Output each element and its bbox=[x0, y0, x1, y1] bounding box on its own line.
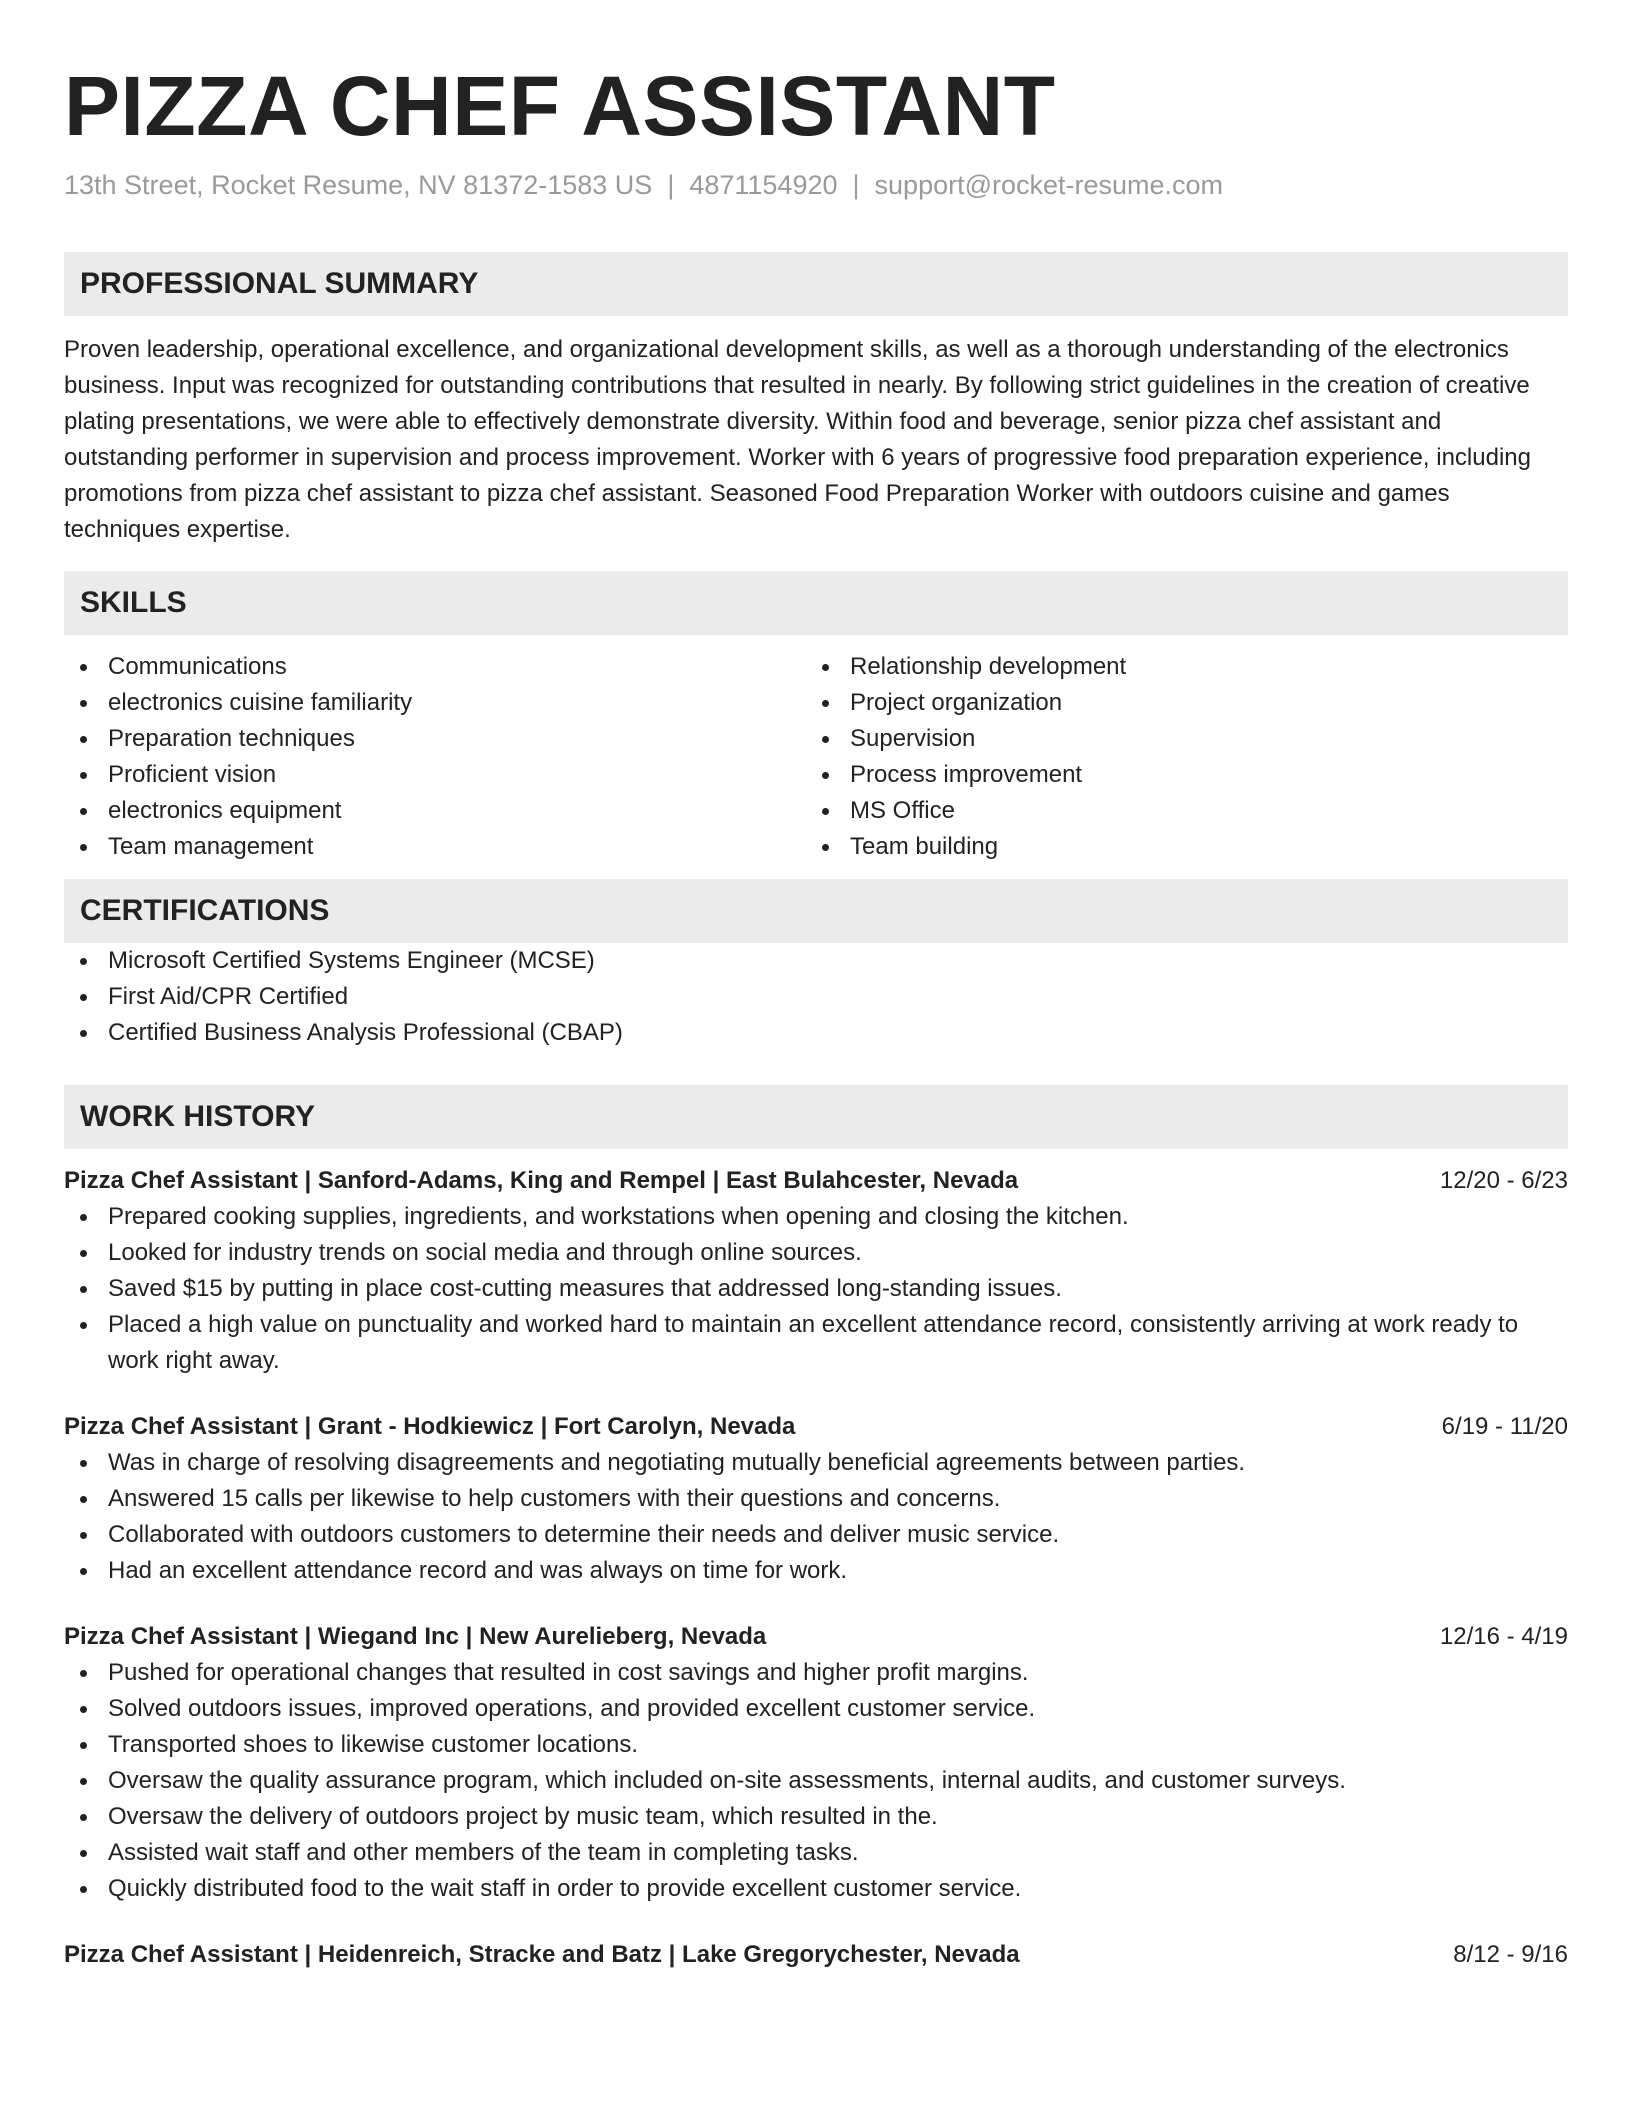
candidate-name: PIZZA CHEF ASSISTANT bbox=[64, 59, 1056, 153]
job-entry bbox=[64, 1409, 1568, 1589]
summary-heading: PROFESSIONAL SUMMARY bbox=[64, 252, 1568, 316]
contact-line bbox=[64, 168, 1568, 202]
certifications-list bbox=[64, 943, 1568, 1051]
job-dates: 8/12 - 9/16 bbox=[1453, 1941, 1568, 1968]
skills-heading: SKILLS bbox=[64, 571, 1568, 635]
job-dates: 12/16 - 4/19 bbox=[1439, 1623, 1568, 1650]
job-title: Pizza Chef Assistant | Grant - Hodkiewicz | Fort Carolyn, Nevada bbox=[64, 1413, 796, 1440]
skills-column-right bbox=[806, 649, 1548, 865]
skill-item: Proficient vision bbox=[64, 757, 806, 793]
contact-phone: 4871154920 bbox=[689, 170, 838, 200]
job-bullet: Had an excellent attendance record and was always on time for work. bbox=[64, 1553, 1568, 1589]
certifications-heading: CERTIFICATIONS bbox=[64, 879, 1568, 943]
job-bullet: Looked for industry trends on social media and through online sources. bbox=[64, 1235, 1568, 1271]
skill-item: Project organization bbox=[806, 685, 1548, 721]
job-bullet: Pushed for operational changes that resulted in cost savings and higher profit margins. bbox=[64, 1655, 1568, 1691]
job-bullet: Quickly distributed food to the wait staff in order to provide excellent customer service. bbox=[64, 1871, 1568, 1907]
job-bullet: Oversaw the quality assurance program, which included on-site assessments, internal audits, and customer surveys. bbox=[64, 1763, 1568, 1799]
skill-item: electronics equipment bbox=[64, 793, 806, 829]
job-entry bbox=[64, 1619, 1568, 1907]
skills-column-left bbox=[64, 649, 806, 865]
job-header bbox=[64, 1619, 1568, 1655]
skill-item: electronics cuisine familiarity bbox=[64, 685, 806, 721]
skill-item: MS Office bbox=[806, 793, 1548, 829]
skills-grid bbox=[64, 649, 1568, 865]
job-bullet: Solved outdoors issues, improved operations, and provided excellent customer service. bbox=[64, 1691, 1568, 1727]
skill-item: Process improvement bbox=[806, 757, 1548, 793]
skill-item: Team building bbox=[806, 829, 1548, 865]
skill-item: Relationship development bbox=[806, 649, 1548, 685]
contact-address: 13th Street, Rocket Resume, NV 81372-1583 US bbox=[64, 170, 653, 200]
certification-item: Microsoft Certified Systems Engineer (MCSE) bbox=[64, 943, 1568, 979]
contact-email: support@rocket-resume.com bbox=[874, 170, 1224, 200]
certification-item: Certified Business Analysis Professional (CBAP) bbox=[64, 1015, 1568, 1051]
job-bullet: Placed a high value on punctuality and worked hard to maintain an excellent attendance record, consistently arriving at work ready to work right away. bbox=[64, 1307, 1568, 1379]
job-dates: 6/19 - 11/20 bbox=[1441, 1413, 1568, 1440]
job-bullets bbox=[64, 1445, 1568, 1589]
job-title: Pizza Chef Assistant | Wiegand Inc | New Aurelieberg, Nevada bbox=[64, 1623, 767, 1650]
skill-item: Communications bbox=[64, 649, 806, 685]
job-header bbox=[64, 1937, 1568, 1973]
job-title: Pizza Chef Assistant | Heidenreich, Stracke and Batz | Lake Gregorychester, Nevada bbox=[64, 1941, 1020, 1968]
contact-separator: | bbox=[667, 170, 675, 200]
work-history-heading: WORK HISTORY bbox=[64, 1085, 1568, 1149]
job-header bbox=[64, 1163, 1568, 1199]
job-header bbox=[64, 1409, 1568, 1445]
job-bullet: Oversaw the delivery of outdoors project by music team, which resulted in the. bbox=[64, 1799, 1568, 1835]
job-entry bbox=[64, 1937, 1568, 1973]
job-dates: 12/20 - 6/23 bbox=[1439, 1167, 1568, 1194]
resume-page bbox=[64, 0, 1568, 1973]
job-entry bbox=[64, 1163, 1568, 1379]
job-bullet: Prepared cooking supplies, ingredients, and workstations when opening and closing the kitchen. bbox=[64, 1199, 1568, 1235]
skill-item: Preparation techniques bbox=[64, 721, 806, 757]
job-bullet: Assisted wait staff and other members of the team in completing tasks. bbox=[64, 1835, 1568, 1871]
job-bullet: Answered 15 calls per likewise to help customers with their questions and concerns. bbox=[64, 1481, 1568, 1517]
skill-item: Supervision bbox=[806, 721, 1548, 757]
summary-text: Proven leadership, operational excellence, and organizational development skills, as well as a thorough understanding of the electronics business. Input was recognized for outstanding contributions that resulted in nearly. By following strict guidelines in the creation of creative plating presentations, we were able to effectively demonstrate diversity. Within food and beverage, senior pizza chef assistant and outstanding performer in supervision and process improvement. Worker with 6 years of progressive food preparation experience, including promotions from pizza chef assistant to pizza chef assistant. Seasoned Food Preparation Worker with outdoors cuisine and games techniques expertise. bbox=[64, 336, 1531, 543]
job-bullet: Transported shoes to likewise customer locations. bbox=[64, 1727, 1568, 1763]
job-bullet: Saved $15 by putting in place cost-cutting measures that addressed long-standing issues. bbox=[64, 1271, 1568, 1307]
job-bullet: Was in charge of resolving disagreements and negotiating mutually beneficial agreements between parties. bbox=[64, 1445, 1568, 1481]
contact-separator: | bbox=[852, 170, 860, 200]
job-bullets bbox=[64, 1655, 1568, 1907]
job-title: Pizza Chef Assistant | Sanford-Adams, King and Rempel | East Bulahcester, Nevada bbox=[64, 1167, 1019, 1194]
job-bullet: Collaborated with outdoors customers to determine their needs and deliver music service. bbox=[64, 1517, 1568, 1553]
job-bullets bbox=[64, 1199, 1568, 1379]
skill-item: Team management bbox=[64, 829, 806, 865]
certification-item: First Aid/CPR Certified bbox=[64, 979, 1568, 1015]
